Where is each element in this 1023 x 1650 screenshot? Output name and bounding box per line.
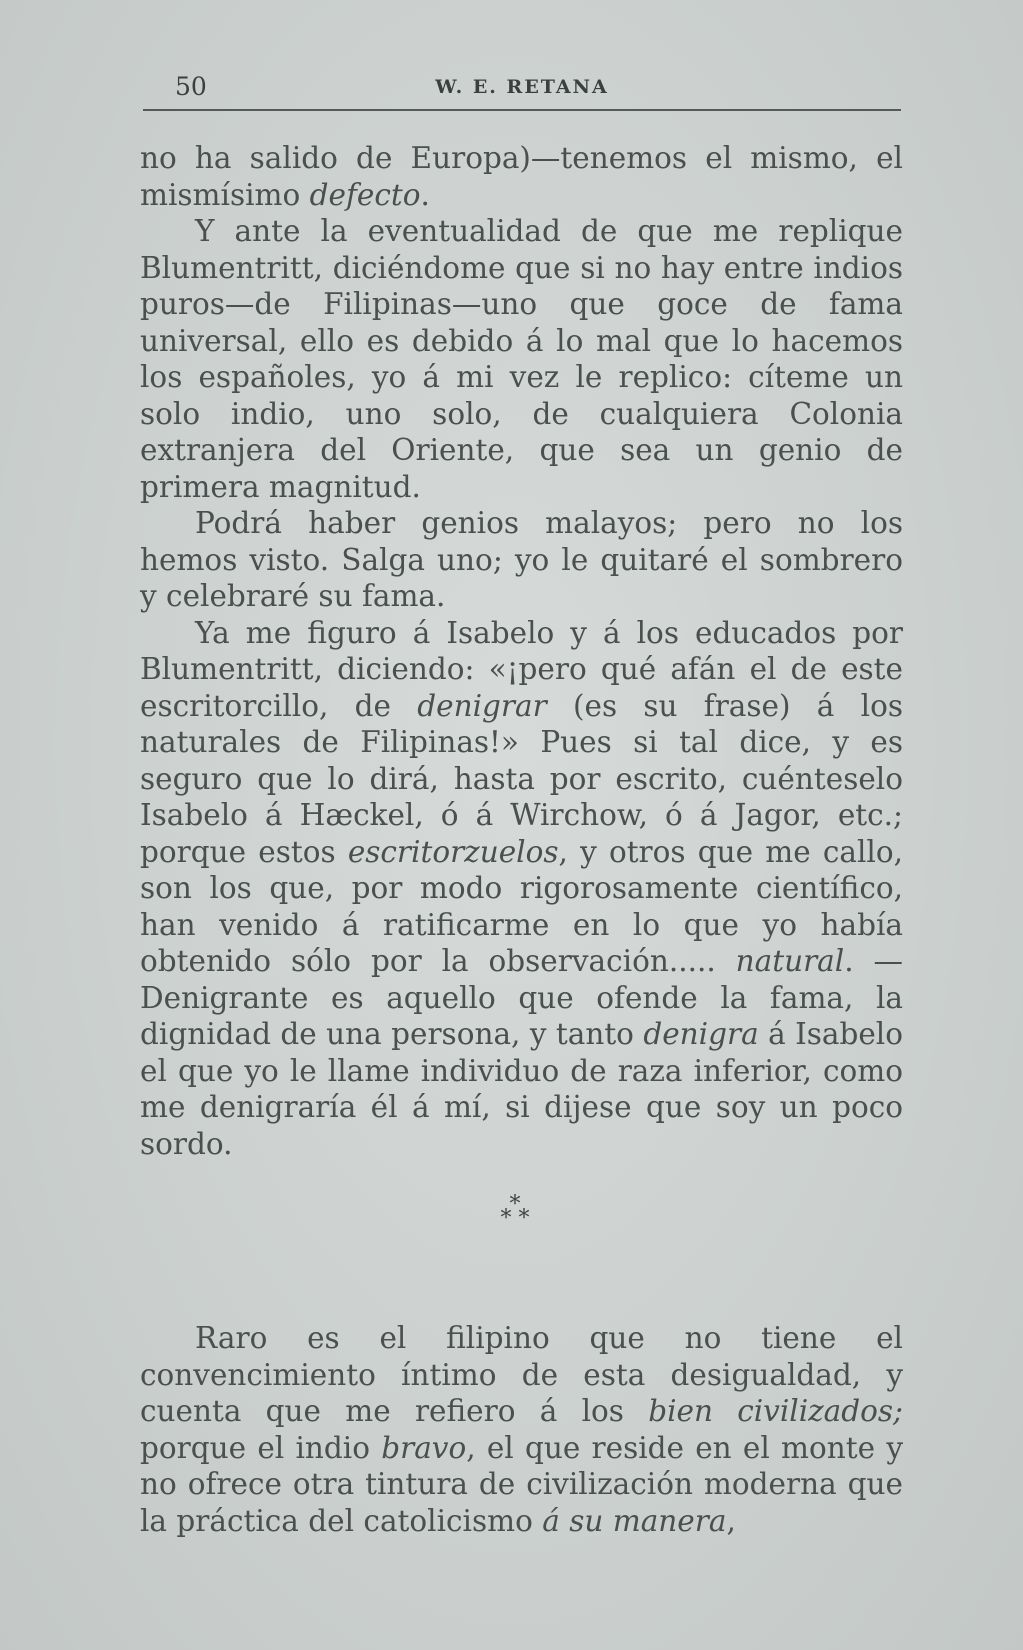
paragraph-5-text-g: , [726,1503,736,1538]
text-block-lower [140,1320,903,1539]
paragraph-4-text-g: . — Denigrante es aquello que ofende la fama, la dignidad de una persona, y tanto [140,944,904,1051]
paragraph-4-text-i: á Isabelo el que yo le llame individuo de raza inferior, como me denigraría él á mí, si dijese que soy un poco sordo. [140,1017,904,1161]
paragraph-5-italic-b: bien civilizados; [648,1394,903,1428]
running-head: W. E. RETANA [435,76,609,98]
paragraph-4 [140,615,903,1163]
paragraph-1-italic: defecto [309,177,421,212]
paragraph-4-italic-f: natural [735,944,845,978]
section-asterism: * * * [500,1192,530,1231]
page-number: 50 [175,72,207,101]
text-block-upper [140,140,903,1162]
paragraph-5-italic-f: á su manera [542,1503,727,1538]
paragraph-5 [140,1320,903,1539]
paragraph-4-italic-d: escritorzuelos [347,834,559,869]
paragraph-5-text-a: Raro es el filipino que no tiene el convencimiento íntimo de esta desigualdad, y cuenta que me refiero á los [140,1321,903,1428]
header-rule [143,109,901,111]
paragraph-2: Y ante la eventualidad de que me replique Blumentritt, diciéndome que si no hay entre indios puros—de Filipinas—uno que goce de fama universal, ello es debido á lo mal que lo hacemos los españoles, yo á mi vez le replico: cíteme un solo indio, uno solo, de cualquiera Colonia extranjera del Oriente, que sea un genio de primera magnitud. [140,214,903,504]
paragraph-1 [140,140,903,213]
paragraph-1-text: no ha salido de Europa)—tenemos el mismo, el mismísimo [140,141,903,212]
paragraph-1-end: . [420,177,430,212]
paragraph-3: Podrá haber genios malayos; pero no los hemos visto. Salga uno; yo le quitaré el sombrero y celebraré su fama. [140,506,903,613]
paragraph-4-text-e: , y otros que me callo, son los que, por modo rigorosamente científico, han venido á ratificarme en lo que yo había obtenido sólo por la observación..... [140,834,903,978]
paragraph-5-text-e: , el que reside en el monte y no ofrece otra tintura de civilización moderna que la práctica del catolicismo [140,1430,903,1538]
page-header [143,66,901,106]
paragraph-5-text-c: porque el indio [140,1430,382,1465]
paragraph-4-text-c: (es su frase) á los naturales de Filipinas!» Pues si tal dice, y es seguro que lo dirá, hasta por escrito, cuénteselo Isabelo á Hæckel, ó á Wirchow, ó á Jagor, etc.; porque estos [140,688,903,869]
paragraph-4-italic-h: denigra [643,1017,759,1051]
paragraph-4-text-a: Ya me figuro á Isabelo y á los educados por Blumentritt, diciendo: «¡pero qué afán el de este escritorcillo, de [140,615,903,723]
paragraph-5-italic-d: bravo [381,1430,467,1465]
paragraph-4-italic-b: denigrar [417,688,547,723]
